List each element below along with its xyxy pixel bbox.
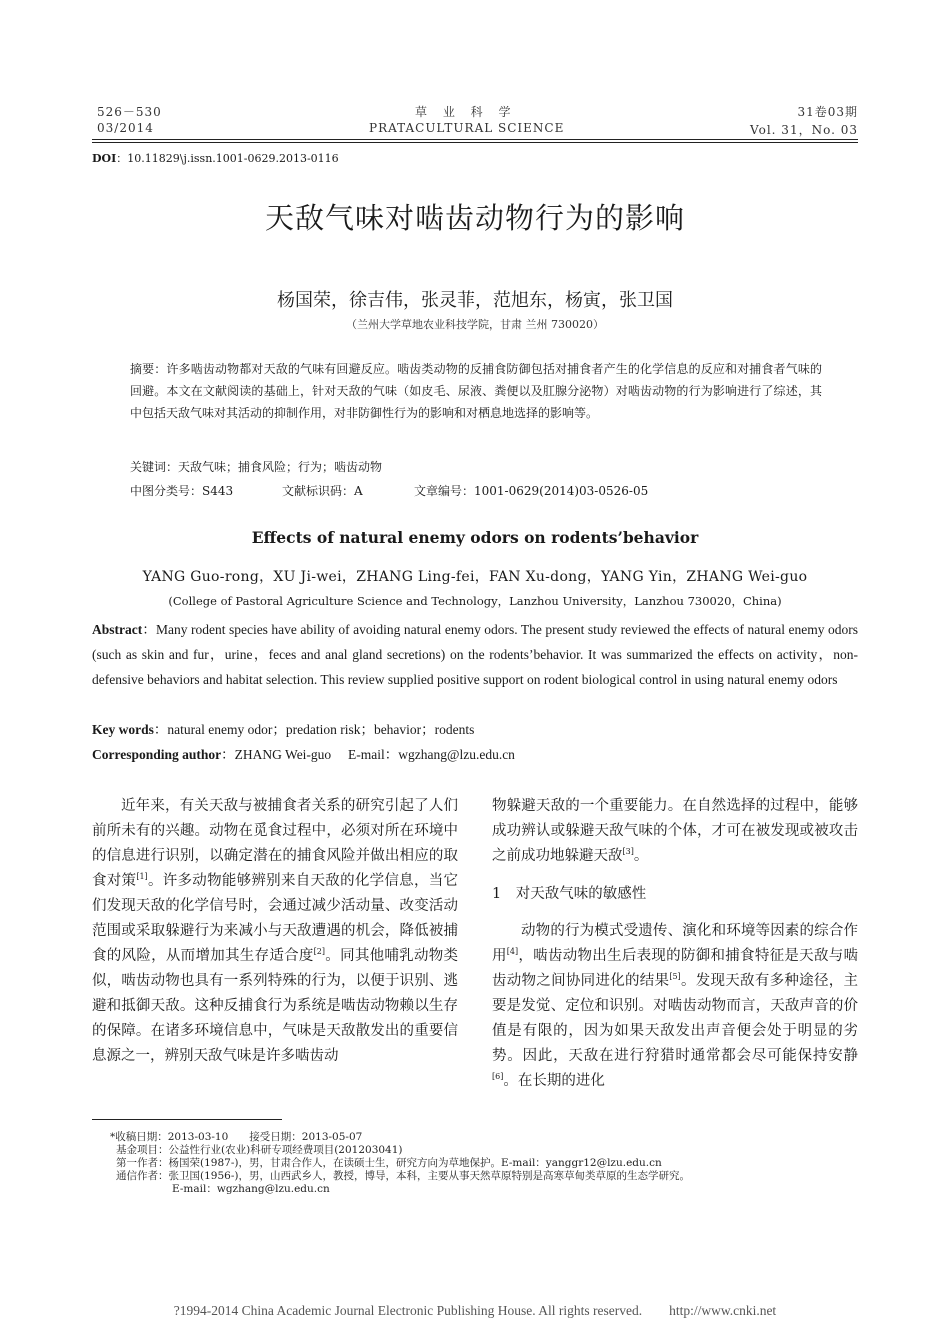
section-heading-1: 1 对天敌气味的敏感性 [492,886,647,902]
citation-ref: [5] [669,972,681,982]
footnote-received: *收稿日期：2013-03-10 接受日期：2013-05-07 [110,1131,363,1143]
article-number: 文章编号：1001-0629(2014)03-0526-05 [414,484,649,498]
footnote-funding: 基金项目：公益性行业(农业)科研专项经费项目(201203041) [116,1144,403,1156]
citation-ref: [3] [622,847,634,857]
header-rule-top [92,139,858,140]
abstract-en-text: ：Many rodent species have ability of avoiding natural enemy odors. The present study reviewed the effects of natural enemy odors (such as skin and fur，urine，feces and anal gland secretions) on the rodents’behavior. It was summarized the effects on activity，non-defensive behaviors and habitat selection. This review supplied positive support on rodent biological control in using natural enemy odors [92,622,858,687]
page-range: 526－530 [97,105,162,119]
header-rule-bottom [92,142,858,143]
title-en: Effects of natural enemy odors on rodents’behavior [251,528,699,547]
body-right-column [492,794,858,869]
abstract-en [92,617,858,692]
authors-en: YANG Guo-rong，XU Ji-wei，ZHANG Ling-fei，FAN Xu-dong，YANG Yin，ZHANG Wei-guo [142,569,808,585]
citation-ref: [1] [136,872,148,882]
footnote-email: E-mail：wgzhang@lzu.edu.cn [172,1183,330,1195]
citation-ref: [4] [506,947,519,957]
clc-number: 中图分类号：S443 [130,484,234,498]
volume-cn: 31卷03期 [797,105,858,119]
citation-ref: [2] [313,947,326,957]
footnote-first-author: 第一作者：杨国荣(1987-)，男，甘肃合作人，在读硕士生，研究方向为草地保护。E-mail：yanggr12@lzu.edu.cn [116,1157,662,1169]
body-left-column [92,794,458,1069]
page-title: 天敌气味对啮齿动物行为的影响 [264,201,685,235]
doi-label: DOI [92,152,117,165]
corresponding-label: Corresponding author [92,747,222,762]
journal-name-cn: 草 业 科 学 [415,105,517,119]
keywords-en-text: ：natural enemy odor；predation risk；behavior；rodents [153,722,475,737]
affiliation-en: (College of Pastoral Agriculture Science and Technology，Lanzhou University，Lanzhou 730020，China) [168,594,782,608]
abstract-cn: 摘要：许多啮齿动物都对天敌的气味有回避反应。啮齿类动物的反捕食防御包括对捕食者产生的化学信息的反应和对捕食者气味的回避。本文在文献阅读的基础上，针对天敌的气味（如皮毛、尿液、粪便以及肛腺分泌物）对啮齿动物的行为影响进行了综述，其中包括天敌气味对其活动的抑制作用，对非防御性行为的影响和对栖息地选择的影响等。 [130,362,822,420]
body-text: 。 [633,848,649,864]
volume-en: Vol. 31，No. 03 [750,123,858,137]
body-text: 。发现天敌有多种途径，主要是发觉、定位和识别。对啮齿动物而言，天敌声音的价值是有限的，因为如果天敌发出声音便会处于明显的劣势。因此，天敌在进行狩猎时通常都会尽可能保持安静 [492,973,858,1064]
body-right-paragraph-2 [492,919,858,1094]
body-text: ，啮齿动物出生后表现的防御和捕食特征是天敌与啮齿动物之间协同进化的结果 [492,948,859,989]
authors-cn: 杨国荣，徐吉伟，张灵菲，范旭东，杨寅，张卫国 [277,290,673,311]
doi-line [92,150,339,166]
footnote-corresponding: 通信作者：张卫国(1956-)，男，山西武乡人，教授，博导，本科，主要从事天然草原特别是高寒草甸类草原的生态学研究。 [116,1170,690,1182]
affiliation-cn: （兰州大学草地农业科技学院，甘肃 兰州 730020） [346,318,604,331]
footnote-rule [92,1119,282,1120]
body-text: 物躲避天敌的一个重要能力。在自然选择的过程中，能够成功辨认或躲避天敌气味的个体，才可在被发现或被攻击之前成功地躲避天敌 [492,798,858,864]
body-text: 动物的行为模式受遗传、演化和环境等因素的综合作用 [492,923,858,964]
citation-ref: [6] [492,1072,504,1082]
doi-value: ：10.11829\j.issn.1001-0629.2013-0116 [116,152,339,165]
body-text: 。同其他哺乳动物类似，啮齿动物也具有一系列特殊的行为，以便于识别、逃避和抵御天敌。这种反捕食行为系统是啮齿动物赖以生存的保障。在诸多环境信息中，气味是天敌散发出的重要信息源之一，辨别天敌气味是许多啮齿动 [92,948,459,1064]
keywords-cn: 关键词：天敌气味；捕食风险；行为；啮齿动物 [130,460,383,474]
keywords-en-label: Key words [92,722,154,737]
journal-name-en: PRATACULTURAL SCIENCE [369,121,565,135]
abstract-en-label: Abstract [92,622,143,637]
body-text: 。许多动物能够辨别来自天敌的化学信息，当它们发现天敌的化学信号时，会通过减少活动量、改变活动范围或采取躲避行为来减小与天敌遭遇的机会，降低被捕食的风险，从而增加其生存适合度 [92,873,459,964]
corresponding-author [92,742,515,767]
document-code: 文献标识码：A [282,484,363,498]
issue-date: 03/2014 [97,121,154,135]
copyright-line: ?1994-2014 China Academic Journal Electronic Publishing House. All rights reserved. http://www.cnki.net [173,1303,777,1318]
corresponding-text: ：ZHANG Wei-guo E-mail：wgzhang@lzu.edu.cn [221,747,515,762]
body-text: 。在长期的进化 [503,1073,605,1089]
keywords-en [92,717,474,742]
body-text: 近年来，有关天敌与被捕食者关系的研究引起了人们前所未有的兴趣。动物在觅食过程中，必须对所在环境中的信息进行识别，以确定潜在的捕食风险并做出相应的取食对策 [92,798,458,889]
